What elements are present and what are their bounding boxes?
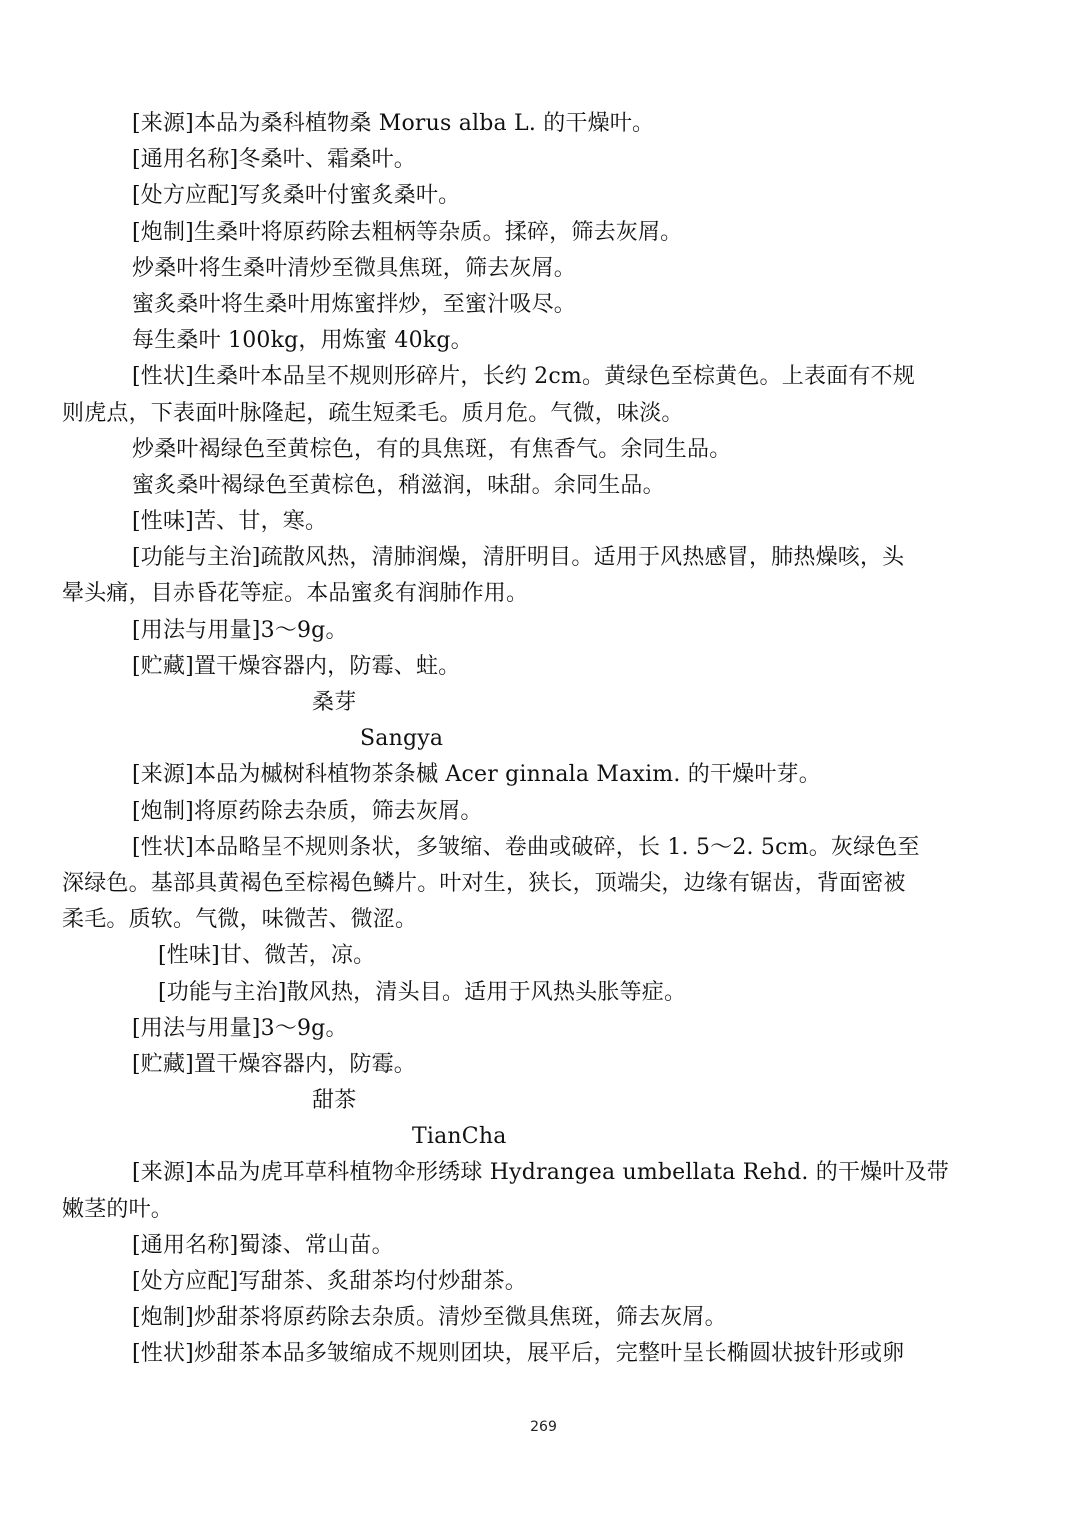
- text-line: [贮藏]置干燥容器内，防霉。: [132, 1051, 416, 1077]
- text-line: 炒桑叶褐绿色至黄棕色，有的具焦斑，有焦香气。余同生品。: [132, 436, 732, 462]
- text-line: 炒桑叶将生桑叶清炒至微具焦斑，筛去灰屑。: [132, 255, 577, 281]
- text-line: [来源]本品为槭树科植物茶条槭 Acer ginnala Maxim. 的干燥叶芽。: [132, 762, 821, 788]
- text-line: [通用名称]蜀漆、常山苗。: [132, 1232, 394, 1258]
- text-line: [炮制]炒甜茶将原药除去杂质。清炒至微具焦斑，筛去灰屑。: [132, 1305, 727, 1331]
- text-line: [用法与用量]3～9g。: [132, 617, 348, 643]
- entry-title: 桑芽: [312, 690, 357, 715]
- text-line: [处方应配]写甜茶、炙甜茶均付炒甜茶。: [132, 1269, 527, 1294]
- text-line: 蜜炙桑叶褐绿色至黄棕色，稍滋润，味甜。余同生品。: [132, 472, 665, 498]
- document-body: [62, 106, 1024, 1373]
- text-line: 柔毛。质软。气微，味微苦、微涩。: [62, 907, 418, 933]
- text-line: [来源]本品为桑科植物桑 Morus alba L. 的干燥叶。: [132, 111, 655, 136]
- text-line: 则虎点，下表面叶脉隆起，疏生短柔毛。质月危。气微，味淡。: [62, 400, 684, 426]
- entry-title: 甜茶: [312, 1088, 357, 1114]
- text-line: [炮制]将原药除去杂质，筛去灰屑。: [132, 798, 483, 824]
- text-line: [贮藏]置干燥容器内，防霉、蛀。: [132, 653, 461, 679]
- text-line: [功能与主治]散风热，清头目。适用于风热头胀等症。: [158, 979, 687, 1005]
- text-line: 深绿色。基部具黄褐色至棕褐色鳞片。叶对生，狭长，顶端尖，边缘有锯齿，背面密被: [62, 870, 906, 896]
- text-line: 嫩茎的叶。: [62, 1196, 174, 1222]
- text-line: [性味]甘、微苦，凉。: [158, 943, 376, 969]
- text-line: [炮制]生桑叶将原药除去粗柄等杂质。揉碎，筛去灰屑。: [132, 219, 683, 245]
- text-line: [性状]炒甜茶本品多皱缩成不规则团块，展平后，完整叶呈长椭圆状披针形或卵: [132, 1341, 905, 1367]
- text-line: [性味]苦、甘，寒。: [132, 509, 328, 535]
- text-line: [通用名称]冬桑叶、霜桑叶。: [132, 147, 416, 173]
- text-line: [处方应配]写炙桑叶付蜜炙桑叶。: [132, 183, 461, 209]
- text-line: [用法与用量]3～9g。: [132, 1015, 348, 1041]
- text-line: 晕头痛，目赤昏花等症。本品蜜炙有润肺作用。: [62, 581, 529, 607]
- page-number: 269: [530, 1419, 557, 1435]
- text-line: [功能与主治]疏散风热，清肺润燥，清肝明目。适用于风热感冒，肺热燥咳，头: [132, 545, 905, 571]
- text-line: [来源]本品为虎耳草科植物伞形绣球 Hydrangea umbellata Rehd. 的干燥叶及带: [132, 1160, 949, 1186]
- text-line: 蜜炙桑叶将生桑叶用炼蜜拌炒，至蜜汁吸尽。: [132, 291, 577, 317]
- text-line: [性状]本品略呈不规则条状，多皱缩、卷曲或破碎，长 1. 5～2. 5cm。灰绿色至: [132, 834, 920, 860]
- text-line: [性状]生桑叶本品呈不规则形碎片，长约 2cm。黄绿色至棕黄色。上表面有不规: [132, 364, 915, 390]
- entry-title-latin: TianCha: [412, 1124, 507, 1150]
- text-line: 每生桑叶 100kg，用炼蜜 40kg。: [132, 328, 473, 354]
- entry-title-latin: Sangya: [360, 726, 444, 752]
